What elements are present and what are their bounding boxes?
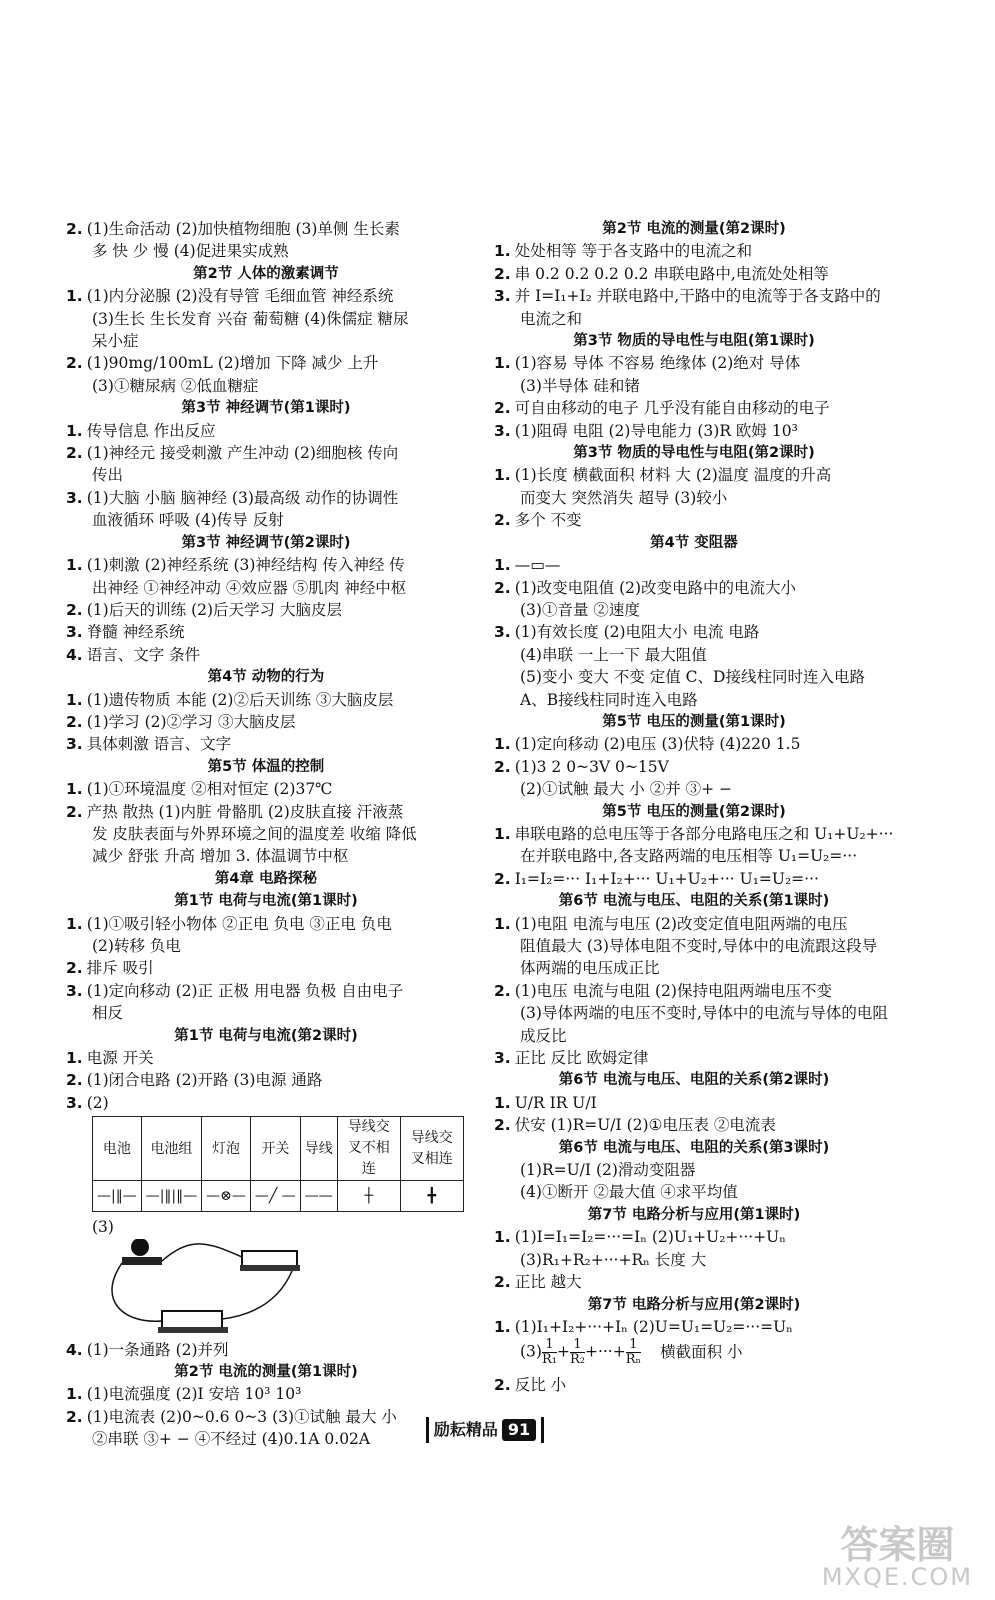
question-number: 3. xyxy=(66,981,83,1000)
answer-continuation: (4)①断开 ②最大值 ④求平均值 xyxy=(520,1183,738,1202)
answer-text: (1)电流强度 (2)I 安培 10³ 10³ xyxy=(86,1385,302,1404)
answer-line xyxy=(66,1047,466,1069)
section-heading: 第4章 电路探秘 xyxy=(214,870,318,887)
answer-text: (1)电压 电流与电阻 (2)保持电阻两端电压不变 xyxy=(514,981,832,1000)
answer-line xyxy=(66,1339,466,1361)
fraction-numerator: 1 xyxy=(573,1337,582,1353)
answer-text: 伏安 (1)R=U/I (2)①电压表 ②电流表 xyxy=(514,1116,776,1135)
circuit-diagram xyxy=(92,1239,466,1339)
answer-line xyxy=(66,711,466,733)
answer-text: (1)电流表 (2)0~0.6 0~3 (3)①试触 最大 小 xyxy=(86,1407,397,1426)
answer-text: 并 I=I₁+I₂ 并联电路中,干路中的电流等于各支路中的 xyxy=(514,287,881,306)
footer-brand: 励耘精品 xyxy=(433,1419,498,1439)
page-footer xyxy=(410,1415,560,1445)
section-heading: 第3节 物质的导电性与电阻(第1课时) xyxy=(573,333,815,350)
question-number: 1. xyxy=(66,287,83,306)
answer-text: 反比 小 xyxy=(514,1376,567,1395)
answer-text: 可自由移动的电子 几乎没有能自由移动的电子 xyxy=(514,399,830,418)
answer-continuation: (1)R=U/I (2)滑动变阻器 xyxy=(520,1161,696,1180)
answer-line xyxy=(66,352,466,374)
answer-line xyxy=(494,1047,894,1069)
answer-continuation: (2)①试触 最大 小 ②并 ③+ − xyxy=(520,780,733,799)
section-heading: 第5节 体温的控制 xyxy=(207,758,325,775)
question-number: 1. xyxy=(494,466,511,485)
answer-text: (1)90mg/100mL (2)增加 下降 减少 上升 xyxy=(86,354,379,373)
circuit-symbol-cell: ┼ xyxy=(337,1181,400,1212)
answer-text: (1)内分泌腺 (2)没有导管 毛细血管 神经系统 xyxy=(86,287,394,306)
answer-text: 排斥 吸引 xyxy=(86,959,154,978)
formula-suffix: 横截面积 小 xyxy=(655,1342,743,1361)
circuit-symbol-cell: —|‖— xyxy=(93,1181,142,1212)
answer-text: 语言、文字 条件 xyxy=(86,645,201,664)
question-number: 3. xyxy=(66,1093,83,1112)
question-number: 2. xyxy=(494,1116,511,1135)
symbol-header-cell: 灯泡 xyxy=(202,1117,251,1181)
answer-line xyxy=(494,1092,894,1114)
answer-text: 产热 散热 (1)内脏 骨骼肌 (2)皮肤直接 汗液蒸 xyxy=(86,802,404,821)
section-heading: 第6节 电流与电压、电阻的关系(第3课时) xyxy=(558,1139,830,1156)
answer-line xyxy=(494,1316,894,1338)
answer-line xyxy=(66,487,466,509)
question-number: 1. xyxy=(494,1317,511,1336)
question-number: 1. xyxy=(494,1228,511,1247)
circuit-symbol-cell: —— xyxy=(300,1181,337,1212)
answer-text: (1)定向移动 (2)电压 (3)伏特 (4)220 1.5 xyxy=(514,735,801,754)
answer-text: I₁=I₂=··· I₁+I₂+··· U₁+U₂+··· U₁=U₂=··· xyxy=(514,869,819,888)
answer-line xyxy=(494,1271,894,1293)
answer-text: (2) xyxy=(86,1093,109,1112)
answer-text: (1)一条通路 (2)并列 xyxy=(86,1340,229,1359)
section-heading: 第4节 变阻器 xyxy=(650,534,738,551)
section-heading: 第6节 电流与电压、电阻的关系(第2课时) xyxy=(558,1072,830,1089)
answer-continuation: (4)串联 一上一下 最大阻值 xyxy=(520,645,707,664)
answer-continuation: 多 快 少 慢 (4)促进果实成熟 xyxy=(92,242,289,261)
answer-text: 处处相等 等于各支路中的电流之和 xyxy=(514,242,753,261)
answer-line xyxy=(494,464,894,486)
question-number: 3. xyxy=(494,287,511,306)
answer-text: —▭— xyxy=(514,556,561,575)
answer-text: (1)长度 横截面积 材料 大 (2)温度 温度的升高 xyxy=(514,466,832,485)
question-number: 1. xyxy=(66,914,83,933)
answer-line xyxy=(66,733,466,755)
answer-text: (1)改变电阻值 (2)改变电路中的电流大小 xyxy=(514,578,797,597)
answer-line xyxy=(494,240,894,262)
question-number: 2. xyxy=(494,1376,511,1395)
answer-text: (1)I₁+I₂+···+Iₙ (2)U=U₁=U₂=···=Uₙ xyxy=(514,1317,793,1336)
question-number: 3. xyxy=(66,735,83,754)
answer-continuation: 体两端的电压成正比 xyxy=(520,959,660,978)
question-number: 1. xyxy=(494,1093,511,1112)
formula-operator: +···+ xyxy=(584,1342,626,1361)
answer-text: 传导信息 作出反应 xyxy=(86,421,216,440)
answer-line xyxy=(494,1226,894,1248)
page-number: 91 xyxy=(502,1419,536,1441)
fraction xyxy=(626,1338,641,1367)
answer-line xyxy=(494,756,894,778)
answer-text: (1)定向移动 (2)正 正极 用电器 负极 自由电子 xyxy=(86,981,404,1000)
answer-line xyxy=(494,868,894,890)
question-number: 2. xyxy=(66,220,83,238)
section-heading: 第3节 神经调节(第1课时) xyxy=(181,400,351,417)
answer-line xyxy=(494,263,894,285)
answer-line xyxy=(494,554,894,576)
answer-text: 串 0.2 0.2 0.2 0.2 串联电路中,电流处处相等 xyxy=(514,264,829,283)
answer-text: 串联电路的总电压等于各部分电路电压之和 U₁+U₂+··· xyxy=(514,824,894,843)
answer-continuation: 呆小症 xyxy=(92,332,139,351)
answer-continuation: (3)生长 生长发育 兴奋 葡萄糖 (4)侏儒症 糖尿 xyxy=(92,309,409,328)
section-heading: 第1节 电荷与电流(第1课时) xyxy=(174,893,358,910)
fraction xyxy=(542,1338,557,1367)
footer-bar-left xyxy=(426,1417,429,1443)
answer-line xyxy=(66,420,466,442)
question-number: 3. xyxy=(66,623,83,642)
answer-text: 正比 反比 欧姆定律 xyxy=(514,1049,649,1068)
answer-text: (1)学习 (2)②学习 ③大脑皮层 xyxy=(86,712,296,731)
answer-continuation: 传出 xyxy=(92,466,124,485)
answer-continuation: 减少 舒张 升高 增加 3. 体温调节中枢 xyxy=(92,847,349,866)
answer-line xyxy=(66,778,466,800)
answer-line xyxy=(66,285,466,307)
section-heading: 第5节 电压的测量(第2课时) xyxy=(602,803,786,820)
answer-line xyxy=(66,980,466,1002)
answer-text: 脊髓 神经系统 xyxy=(86,623,185,642)
fraction-denominator: R₂ xyxy=(569,1352,585,1368)
answer-text: (1)刺激 (2)神经系统 (3)神经结构 传入神经 传 xyxy=(86,556,405,575)
answer-line xyxy=(66,554,466,576)
fraction-denominator: Rₙ xyxy=(625,1352,642,1368)
answer-line xyxy=(66,1069,466,1091)
answer-line xyxy=(66,621,466,643)
answer-line xyxy=(494,621,894,643)
answer-continuation: 相反 xyxy=(92,1004,124,1023)
question-number: 1. xyxy=(66,421,83,440)
answer-line xyxy=(494,980,894,1002)
section-heading: 第2节 电流的测量(第1课时) xyxy=(174,1364,358,1381)
answer-continuation: 血液循环 呼吸 (4)传导 反射 xyxy=(92,511,284,530)
answer-continuation: (3)R₁+R₂+···+Rₙ 长度 大 xyxy=(520,1250,707,1269)
question-number: 2. xyxy=(66,959,83,978)
section-heading: 第4节 动物的行为 xyxy=(207,669,325,686)
answer-text: (1)电阻 电流与电压 (2)改变定值电阻两端的电压 xyxy=(514,914,848,933)
question-number: 1. xyxy=(494,735,511,754)
question-number: 1. xyxy=(66,1049,83,1068)
question-number: 2. xyxy=(494,511,511,530)
answer-line xyxy=(66,801,466,823)
circuit-symbol-cell: —⊗— xyxy=(202,1181,251,1212)
question-number: 3. xyxy=(494,1049,511,1068)
footer-bar-right xyxy=(541,1417,544,1443)
symbol-header-cell: 电池 xyxy=(93,1117,142,1181)
question-number: 2. xyxy=(494,578,511,597)
answer-continuation: 阻值最大 (3)导体电阻不变时,导体中的电流跟这段导 xyxy=(520,937,878,955)
left-column xyxy=(66,218,466,1451)
answer-continuation: 出神经 ①神经冲动 ④效应器 ⑤肌肉 神经中枢 xyxy=(92,578,407,597)
question-number: 1. xyxy=(494,824,511,843)
answer-text: (1)有效长度 (2)电阻大小 电流 电路 xyxy=(514,623,760,642)
section-heading: 第2节 电流的测量(第2课时) xyxy=(602,221,786,237)
answer-line xyxy=(494,285,894,307)
circuit-symbol-table xyxy=(92,1116,464,1212)
question-number: 3. xyxy=(494,421,511,440)
circuit-symbol-cell: ╋ xyxy=(400,1181,463,1212)
answer-text: 具体刺激 语言、文字 xyxy=(86,735,232,754)
fraction-denominator: R₁ xyxy=(541,1352,557,1368)
answer-continuation: 而变大 突然消失 超导 (3)较小 xyxy=(520,488,728,507)
question-number: 1. xyxy=(66,1385,83,1404)
question-number: 2. xyxy=(494,757,511,776)
answer-line xyxy=(66,218,466,240)
answer-line xyxy=(66,689,466,711)
question-number: 2. xyxy=(66,444,83,463)
question-number: 2. xyxy=(66,802,83,821)
answer-continuation: A、B接线柱同时连入电路 xyxy=(520,690,698,709)
section-heading: 第7节 电路分析与应用(第1课时) xyxy=(587,1206,801,1223)
question-number: 2. xyxy=(66,1407,83,1426)
answer-text: 正比 越大 xyxy=(514,1273,582,1292)
question-number: 2. xyxy=(66,600,83,619)
answer-text: (1)后天的训练 (2)后天学习 大脑皮层 xyxy=(86,600,342,619)
circuit-symbol-cell: —|‖|‖— xyxy=(141,1181,201,1212)
fraction xyxy=(570,1338,585,1367)
answer-line xyxy=(66,957,466,979)
answer-text: (1)3 2 0~3V 0~15V xyxy=(514,757,669,776)
answer-text: (1)大脑 小脑 脑神经 (3)最高级 动作的协调性 xyxy=(86,488,399,507)
answer-text: (1)I=I₁=I₂=···=Iₙ (2)U₁+U₂+···+Uₙ xyxy=(514,1228,786,1247)
answer-line xyxy=(66,1383,466,1405)
answer-line xyxy=(494,420,894,442)
answer-line xyxy=(494,733,894,755)
question-number: 2. xyxy=(494,981,511,1000)
answer-text: (1)①环境温度 ②相对恒定 (2)37℃ xyxy=(86,780,333,799)
answer-line xyxy=(494,509,894,531)
answer-line xyxy=(66,599,466,621)
section-heading: 第5节 电压的测量(第1课时) xyxy=(602,713,786,730)
symbol-header-cell: 导线交叉相连 xyxy=(400,1117,463,1181)
answer-line xyxy=(494,823,894,845)
right-column xyxy=(494,218,894,1397)
circuit-drawing xyxy=(92,1239,352,1339)
question-number: 1. xyxy=(66,780,83,799)
question-number: 1. xyxy=(66,690,83,709)
circuit-symbol-cell: —╱ — xyxy=(250,1181,300,1212)
answer-line xyxy=(66,1092,466,1114)
fraction-numerator: 1 xyxy=(545,1337,554,1353)
answer-line xyxy=(66,913,466,935)
question-number: 2. xyxy=(66,712,83,731)
question-number: 2. xyxy=(494,264,511,283)
symbol-header-cell: 电池组 xyxy=(141,1117,201,1181)
answer-continuation: (3)导体两端的电压不变时,导体中的电流与导体的电阻 xyxy=(520,1004,888,1023)
section-heading: 第1节 电荷与电流(第2课时) xyxy=(174,1027,358,1044)
formula-line xyxy=(494,1338,894,1374)
answer-continuation: 在并联电路中,各支路两端的电压相等 U₁=U₂=··· xyxy=(520,847,858,866)
question-number: 1. xyxy=(66,556,83,575)
answer-continuation: 发 皮肤表面与外界环境之间的温度差 收缩 降低 xyxy=(92,824,417,843)
answer-text: U/R IR U/I xyxy=(514,1093,597,1112)
section-heading: 第3节 神经调节(第2课时) xyxy=(181,534,351,551)
symbol-header-cell: 导线 xyxy=(300,1117,337,1181)
watermark xyxy=(821,1522,973,1591)
answer-text: 多个 不变 xyxy=(514,511,582,530)
answer-text: (1)闭合电路 (2)开路 (3)电源 通路 xyxy=(86,1071,323,1090)
answer-line xyxy=(494,397,894,419)
answer-continuation: (2)转移 负电 xyxy=(92,937,181,955)
answer-line xyxy=(66,644,466,666)
answer-text: (1)神经元 接受刺激 产生冲动 (2)细胞核 传向 xyxy=(86,444,399,463)
question-number: 1. xyxy=(494,242,511,261)
answer-line xyxy=(494,352,894,374)
question-number: 1. xyxy=(494,354,511,373)
formula-operator: + xyxy=(556,1342,570,1361)
answer-continuation: 成反比 xyxy=(520,1026,567,1045)
symbol-header-cell: 导线交叉不相连 xyxy=(337,1117,400,1181)
question-number: 4. xyxy=(66,645,83,664)
question-number: 1. xyxy=(494,914,511,933)
answer-line xyxy=(494,1114,894,1136)
section-heading: 第6节 电流与电压、电阻的关系(第1课时) xyxy=(558,893,830,910)
section-heading: 第3节 物质的导电性与电阻(第2课时) xyxy=(573,445,815,462)
answer-continuation: (5)变小 变大 不变 定值 C、D接线柱同时连入电路 xyxy=(520,668,865,687)
answer-line xyxy=(494,913,894,935)
answer-line xyxy=(66,1406,466,1428)
fraction-numerator: 1 xyxy=(629,1337,638,1353)
section-heading: 第7节 电路分析与应用(第2课时) xyxy=(587,1296,801,1313)
watermark-url: MXQE.COM xyxy=(821,1562,973,1591)
question-number: 3. xyxy=(66,488,83,507)
question-number: 2. xyxy=(66,1071,83,1090)
answer-continuation: ②串联 ③+ − ④不经过 (4)0.1A 0.02A xyxy=(92,1430,371,1449)
answer-text: (1)①吸引轻小物体 ②正电 负电 ③正电 负电 xyxy=(86,914,392,933)
answer-line xyxy=(66,442,466,464)
answer-text: (1)遗传物质 本能 (2)②后天训练 ③大脑皮层 xyxy=(86,690,394,709)
answer-text: (1)阻碍 电阻 (2)导电能力 (3)R 欧姆 10³ xyxy=(514,421,798,440)
question-number: 2. xyxy=(494,1273,511,1292)
question-number: 1. xyxy=(494,556,511,575)
answer-text: 电源 开关 xyxy=(86,1049,154,1068)
answer-continuation: (3)①音量 ②速度 xyxy=(520,600,640,619)
watermark-logo-text: 答案圈 xyxy=(840,1522,955,1567)
section-heading: 第2节 人体的激素调节 xyxy=(193,265,339,282)
question-number: 3. xyxy=(494,623,511,642)
answer-text: (1)容易 导体 不容易 绝缘体 (2)绝对 导体 xyxy=(514,354,801,373)
figure-label: (3) xyxy=(92,1218,114,1237)
symbol-header-cell: 开关 xyxy=(250,1117,300,1181)
question-number: 2. xyxy=(494,399,511,418)
answer-line xyxy=(494,1374,894,1396)
answer-continuation: (3)半导体 硅和锗 xyxy=(520,376,640,395)
question-number: 4. xyxy=(66,1340,83,1359)
question-number: 2. xyxy=(494,869,511,888)
question-number: 2. xyxy=(66,354,83,373)
answer-continuation: (3)①糖尿病 ②低血糖症 xyxy=(92,376,259,395)
answer-line xyxy=(494,577,894,599)
formula-prefix: (3) xyxy=(520,1342,542,1361)
answer-continuation: 电流之和 xyxy=(520,309,583,328)
answer-text: (1)生命活动 (2)加快植物细胞 (3)单侧 生长素 xyxy=(86,220,400,238)
